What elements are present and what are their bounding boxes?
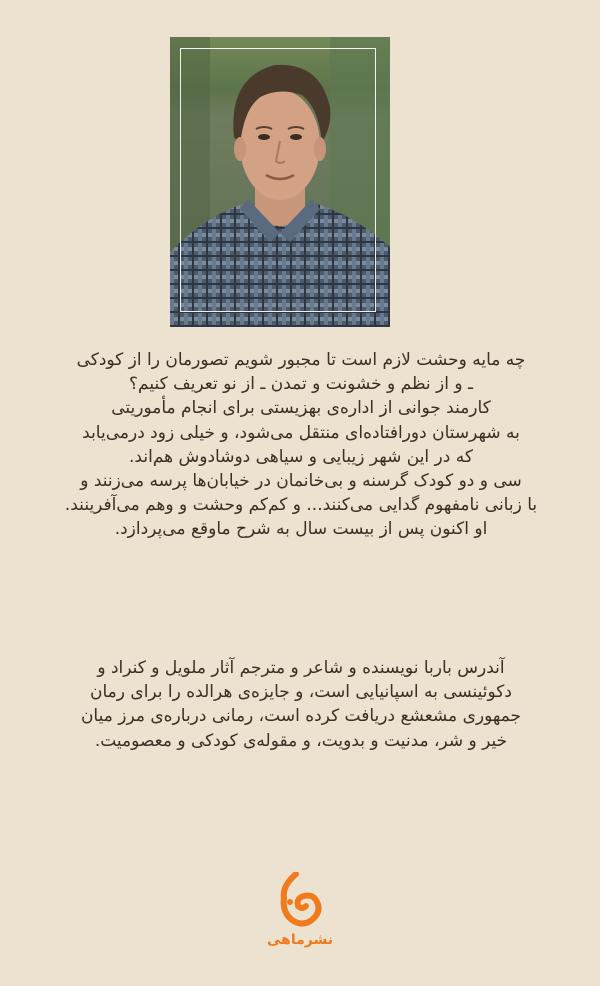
description-line: با زبانی نامفهوم گدایی می‌کنند... و کم‌کم وحشت و وهم می‌آفرینند. — [64, 495, 538, 516]
description-line: سی و دو کودک گرسنه و بی‌خانمان در خیابان‌ها پرسه می‌زنند و — [80, 471, 522, 492]
photo-frame — [180, 48, 376, 312]
description-line: ـ و از نظم و خشونت و تمدن ـ از نو تعریف کنیم؟ — [129, 374, 473, 395]
description-line: چه مایه وحشت لازم است تا مجبور شویم تصورمان را از کودکی — [76, 350, 526, 370]
book-description — [30, 348, 572, 542]
description-line: او اکنون پس از بیست سال به شرح ماوقع می‌پردازد. — [114, 519, 488, 540]
description-line: که در این شهر زیبایی و سیاهی دوشادوش هم‌اند. — [129, 446, 473, 467]
publisher-logo-icon — [276, 872, 324, 932]
author-bio — [30, 656, 572, 753]
description-line: به شهرستان دورافتاده‌ای منتقل می‌شود، و خیلی زود درمی‌یابد — [82, 422, 520, 443]
bio-line: آندرس باربا نویسنده و شاعر و مترجم آثار ملویل و کنراد و — [97, 658, 505, 678]
bio-line: دکوئینسی به اسپانیایی است، و جایزه‌ی هرالده را برای رمان — [90, 682, 512, 703]
bio-line: خیر و شر، مدنیت و بدویت، و مقوله‌ی کودکی و معصومیت. — [94, 730, 508, 751]
description-line: کارمند جوانی از اداره‌ی بهزیستی برای انجام مأموریتی — [111, 398, 491, 419]
bio-line: جمهوری مشعشع دریافت کرده است، رمانی درباره‌ی مرز میان — [80, 706, 522, 727]
publisher-name: نشرماهی — [266, 932, 333, 948]
